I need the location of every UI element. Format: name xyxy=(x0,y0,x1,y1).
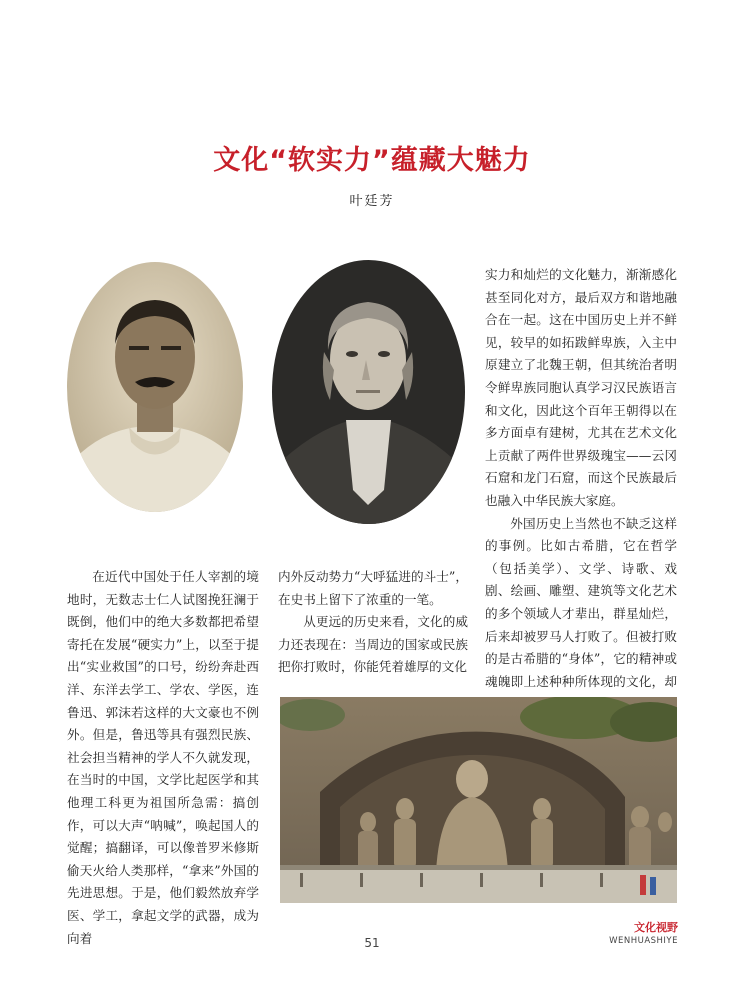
portrait-engraving-right xyxy=(272,260,465,524)
grotto-photo xyxy=(280,697,677,903)
text-column-1 xyxy=(67,566,259,950)
paragraph: 实力和灿烂的文化魅力，渐渐感化甚至同化对方，最后双方和谐地融合在一起。这在中国历史上并不鲜见，较早的如拓跋鲜卑族，入主中原建立了北魏王朝，但其统治者明令鲜卑族同胞认真学习汉民族语言和文化，因此这个百年王朝得以在多方面卓有建树，尤其在艺术文化上贡献了两件世界级瑰宝——云冈石窟和龙门石窟，而这个民族最后也融入中华民族大家庭。 xyxy=(485,267,677,508)
portrait-photo-left xyxy=(67,262,243,512)
paragraph: 从更远的历史来看，文化的威力还表现在：当周边的国家或民族把你打败时，你能凭着雄厚的文化 xyxy=(278,614,468,675)
brand-chinese: 文化视野 xyxy=(634,921,678,934)
magazine-brand xyxy=(609,921,678,947)
paragraph: 在近代中国处于任人宰割的境地时，无数志士仁人试图挽狂澜于既倒，他们中的绝大多数都把希望寄托在发展“硬实力”上，以至于提出“实业救国”的口号，纷纷奔赴西洋、东洋去学工、学农、学医，连鲁迅、郭沫若这样的大文豪也不例外。但是，鲁迅等具有强烈民族、社会担当精神的学人不久就发现，在当时的中国，文学比起医学和其他理工科更为祖国所急需：搞创作，可以大声“呐喊”，唤起国人的觉醒；搞翻译，可以像普罗米修斯偷天火给人类那样，“拿来”外国的先进思想。于是，他们毅然放弃学医、学工，拿起文学的武器，成为向着 xyxy=(67,569,259,946)
article-title: 文化“软实力”蕴藏大魅力 xyxy=(213,145,531,176)
brand-pinyin: WENHUASHIYE xyxy=(609,936,678,946)
page-number: 51 xyxy=(364,936,380,950)
paragraph: 内外反动势力“大呼猛进的斗士”，在史书上留下了浓重的一笔。 xyxy=(278,569,468,607)
text-column-3 xyxy=(485,264,677,716)
article-author: 叶廷芳 xyxy=(349,194,395,209)
text-column-2 xyxy=(278,566,468,679)
paragraph: 外国历史上当然也不缺乏这样的事例。比如古希腊，它在哲学（包括美学）、文学、诗歌、戏剧、绘画、雕塑、建筑等文化艺术的多个领域人才辈出，群星灿烂，后来却被罗马人打败了。但被打败的是古希腊的“身体”，它的精神或魂魄即上述种种所体现的文化，却 xyxy=(485,515,677,689)
